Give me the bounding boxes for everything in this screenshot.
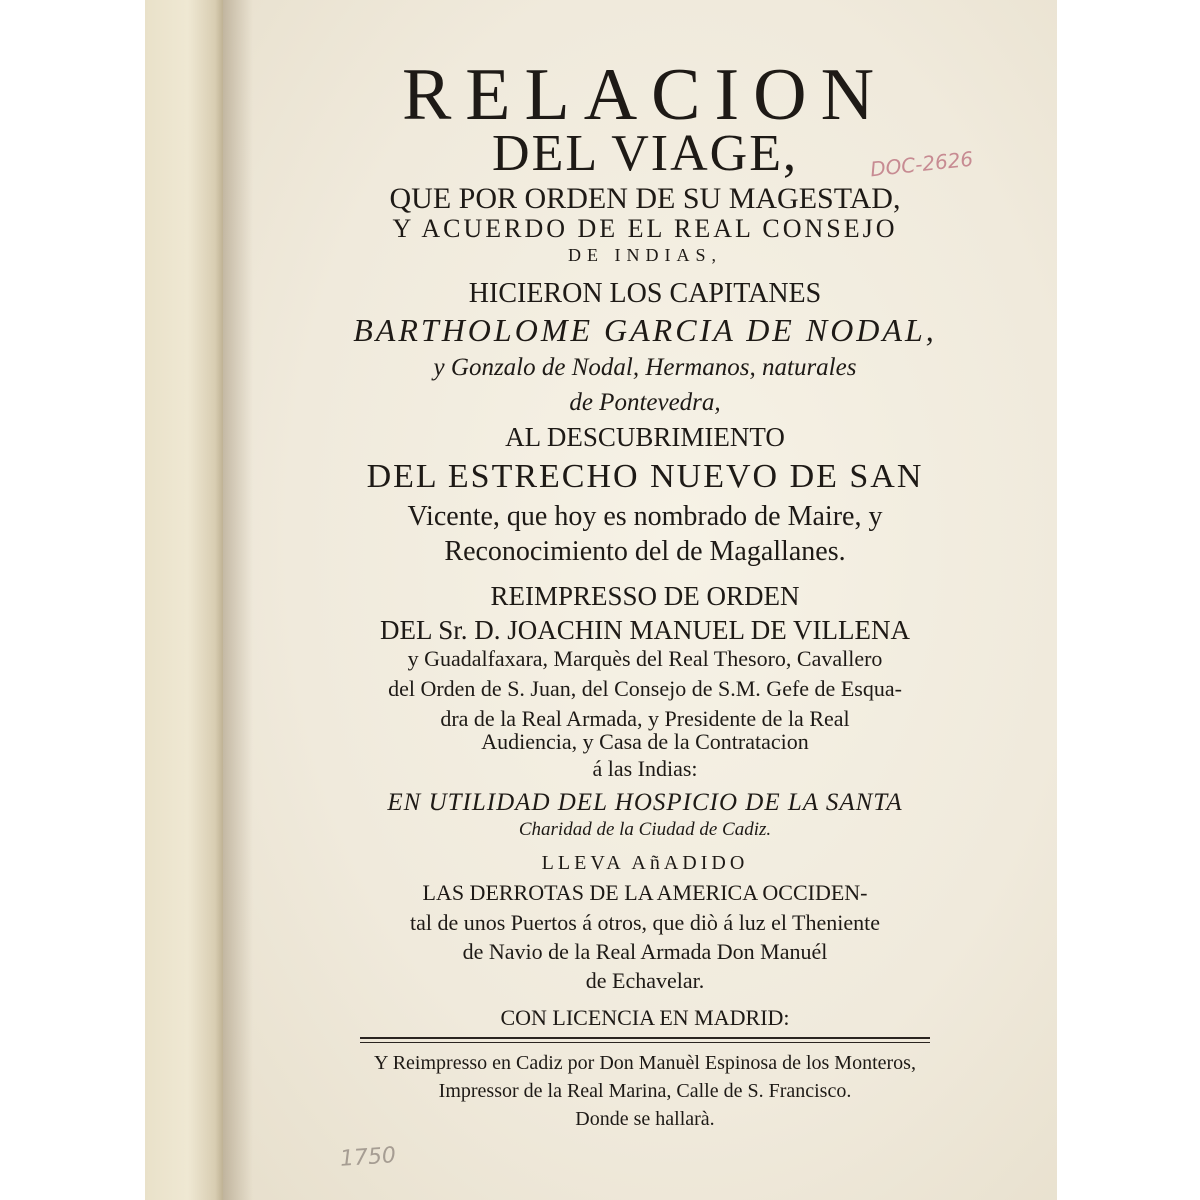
rule-lower	[360, 1042, 930, 1043]
line-joachin: DEL Sr. D. JOACHIN MANUEL DE VILLENA	[380, 615, 910, 645]
line-de-navio: de Navio de la Real Armada Don Manuél	[462, 939, 828, 964]
book-photo	[145, 0, 1057, 1200]
line-y-acuerdo: Y ACUERDO DE EL REAL CONSEJO	[392, 214, 898, 243]
left-page-edge	[145, 0, 223, 1200]
line-donde-se-hallara: Donde se hallarà.	[575, 1108, 715, 1130]
margin-pencil-note: DOC-2626	[869, 146, 975, 182]
line-reconocimiento: Reconocimiento del de Magallanes.	[444, 536, 846, 567]
title-relacion: RELACION	[401, 54, 889, 136]
line-vicente: Vicente, que hoy es nombrado de Maire, y	[407, 501, 883, 532]
line-de-indias: DE INDIAS,	[568, 245, 722, 265]
line-gonzalo: y Gonzalo de Nodal, Hermanos, naturales	[433, 354, 857, 381]
title-del-viage: DEL VIAGE,	[492, 125, 798, 182]
line-dra-de-la: dra de la Real Armada, y Presidente de la Real	[440, 706, 850, 731]
line-charidad: Charidad de la Ciudad de Cadiz.	[518, 819, 772, 840]
line-pontevedra: de Pontevedra,	[569, 389, 721, 416]
line-hicieron: HICIERON LOS CAPITANES	[468, 278, 822, 309]
line-a-las-indias: á las Indias:	[592, 756, 698, 781]
line-en-utilidad: EN UTILIDAD DEL HOSPICIO DE LA SANTA	[387, 789, 903, 816]
line-del-orden: del Orden de S. Juan, del Consejo de S.M. Gefe de Esqua-	[388, 676, 902, 701]
rule-upper	[360, 1037, 930, 1039]
line-audiencia: Audiencia, y Casa de la Contratacion	[481, 729, 809, 754]
line-reimpresso: REIMPRESSO DE ORDEN	[490, 581, 800, 611]
line-al-descubrimiento: AL DESCUBRIMIENTO	[505, 422, 785, 452]
line-impressor: Impressor de la Real Marina, Ca⁠lle de S. Francisco.	[438, 1080, 852, 1102]
line-echavelar: de Echavelar.	[585, 968, 705, 993]
line-tal-de-unos: tal de unos Puertos á otros, que diò á luz el Theniente	[409, 910, 881, 935]
line-lleva-anadido: LLEVA AñADIDO	[541, 852, 749, 874]
line-las-derrotas: LAS DERROTAS DE LA AMERICA OCCIDEN-	[422, 880, 868, 905]
line-que-por-orden: QUE POR ORDEN DE SU MAGESTAD,	[389, 182, 901, 215]
line-guadalfaxara: y Guadalfaxara, Marquès del Real Thesoro, Cavallero	[407, 646, 883, 671]
line-bartholome: BARTHOLOME GARCIA DE NODAL,	[353, 312, 937, 348]
line-del-estrecho: DEL ESTRECHO NUEVO DE SAN	[366, 458, 924, 495]
line-con-licencia: CON LICENCIA EN MADRID:	[500, 1005, 790, 1030]
line-reimpresso-en-cadiz: Y Reimpresso en Cadiz por Don Manuèl Espinosa de los Monteros,	[374, 1052, 916, 1074]
bottom-pencil-note: 1750	[339, 1143, 397, 1172]
